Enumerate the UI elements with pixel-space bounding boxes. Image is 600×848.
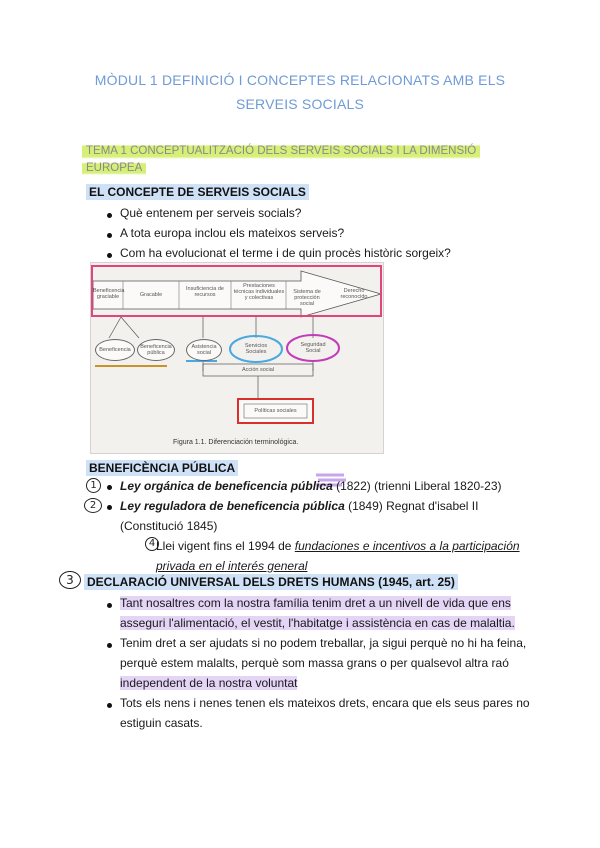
- ley-reguladora-item: Ley reguladora de beneficencia pública (1849) Regnat d'isabel II: [120, 499, 479, 513]
- arrow-label-4: Prestaciones técnicas individuales y colectivas: [233, 283, 285, 301]
- concepte-bullet-3: Com ha evolucionat el terme i de quin procès històric sorgeix?: [120, 246, 451, 260]
- connector: [109, 317, 121, 338]
- oval-seguridad-social: Seguridad Social: [300, 342, 326, 354]
- section-heading-concepte: EL CONCEPTE DE SERVEIS SOCIALS: [86, 185, 309, 199]
- section-heading-beneficencia: BENEFICÈNCIA PÚBLICA: [86, 461, 238, 475]
- handwritten-number-2: 2: [84, 498, 102, 513]
- oval-beneficencia: Beneficencia: [95, 339, 135, 361]
- figure-caption: Figura 1.1. Diferenciación terminológica.: [173, 439, 299, 446]
- connector: [121, 317, 139, 338]
- ley-reguladora-line-2: (Constitució 1845): [120, 519, 218, 533]
- llei-vigent-line-2: privada en el interés general: [156, 559, 308, 573]
- tema-heading: [82, 143, 482, 177]
- arrow-label-6: Derecho reconocido: [340, 288, 368, 300]
- handwritten-number-1: 1: [86, 478, 101, 493]
- oval-servicios-sociales: Servicios Sociales: [244, 343, 268, 355]
- llei-vigent-item: Llei vigent fins el 1994 de fundaciones e incentivos a la participación: [156, 539, 520, 553]
- accion-social-label: Acción social: [241, 367, 275, 373]
- oval-asistencia-social: Asistencia social: [186, 339, 222, 361]
- bullet-dot: [107, 703, 112, 708]
- title-line-2: SERVEIS SOCIALS: [235, 96, 364, 112]
- arrow-label-5: Sistema de protección social: [293, 289, 321, 307]
- section-heading-declaracio: DECLARACIÓ UNIVERSAL DELS DRETS HUMANS (1945, art. 25): [84, 575, 458, 589]
- politicas-sociales-label: Políticas sociales: [254, 408, 297, 414]
- handwritten-number-3: 3: [59, 571, 81, 589]
- arrow-label-2: Gracable: [139, 292, 163, 298]
- bullet-dot: [107, 485, 112, 490]
- bullet-dot: [107, 213, 112, 218]
- concepte-bullet-2: A tota europa inclou els mateixos serveis?: [120, 226, 345, 240]
- arrow-label-1: Beneficencia graciable: [93, 288, 125, 300]
- terminology-figure: [90, 262, 384, 454]
- bullet-dot: [107, 505, 112, 510]
- bullet-dot: [107, 603, 112, 608]
- concepte-bullet-1: Què entenem per serveis socials?: [120, 206, 302, 220]
- bullet-dot: [107, 233, 112, 238]
- tema-line-1: TEMA 1 CONCEPTUALITZACIÓ DELS SERVEIS SOCIALS I LA DIMENSIÓ: [82, 143, 480, 159]
- handwritten-number-4: 4: [145, 537, 159, 551]
- drets-bullet-2: Tenim dret a ser ajudats si no podem treballar, ja sigui perquè no hi ha feina, perquè estem malalts, perquè som massa grans o per qualsevol altra raó independent de la nostra voluntat: [120, 636, 527, 690]
- oval-beneficencia-publica: Beneficencia pública: [137, 339, 175, 361]
- document-title: [60, 68, 540, 116]
- tema-line-2: EUROPEA: [82, 161, 146, 175]
- ley-organica-item: Ley orgánica de beneficencia pública (1822) (trienni Liberal 1820-23): [120, 479, 502, 493]
- drets-bullet-1: Tant nosaltres com la nostra família tenim dret a un nivell de vida que ens asseguri l'alimentació, el vestit, l'habitatge i assistència en cas de malaltia.: [120, 596, 515, 630]
- drets-bullet-3: Tots els nens i nenes tenen els mateixos drets, encara que els seus pares no estiguin casats.: [120, 696, 530, 730]
- arrow-label-3: Insuficiencia de recursos: [186, 286, 224, 298]
- bullet-dot: [107, 253, 112, 258]
- title-line-1: MÒDUL 1 DEFINICIÓ I CONCEPTES RELACIONATS AMB ELS: [94, 72, 506, 88]
- bullet-dot: [107, 643, 112, 648]
